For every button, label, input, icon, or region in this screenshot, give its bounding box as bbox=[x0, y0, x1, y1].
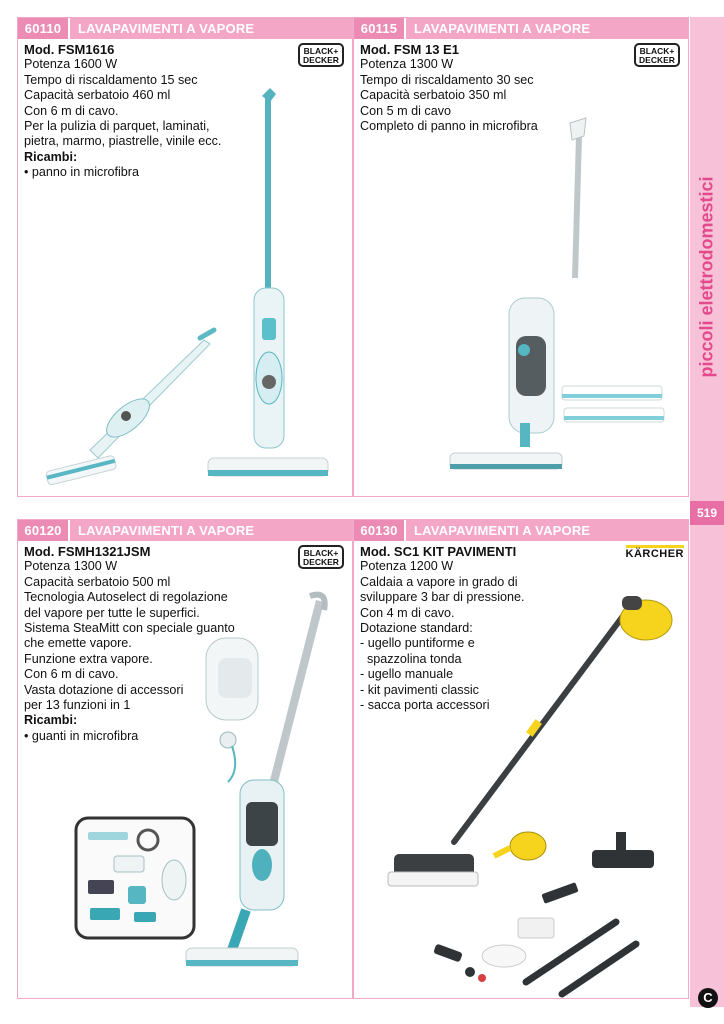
spec-line: spazzolina tonda bbox=[360, 651, 462, 666]
spec-line: Sistema SteaMitt con speciale guanto bbox=[24, 621, 235, 636]
product-description bbox=[354, 541, 600, 713]
black-decker-logo: BLACK+ DECKER bbox=[298, 43, 344, 67]
spec-line: pietra, marmo, piastrelle, vinile ecc. bbox=[24, 134, 222, 149]
product-description bbox=[18, 39, 264, 181]
spec-line: Completo di panno in microfibra bbox=[360, 119, 538, 134]
product-category: LAVAPAVIMENTI A VAPORE bbox=[78, 21, 255, 36]
product-category: LAVAPAVIMENTI A VAPORE bbox=[78, 523, 255, 538]
copyright-icon: C bbox=[698, 988, 718, 1008]
product-model: Mod. SC1 KIT PAVIMENTI bbox=[360, 544, 517, 559]
spec-line: Tecnologia Autoselect di regolazione bbox=[24, 590, 228, 605]
spec-line: Capacità serbatoio 500 ml bbox=[24, 574, 171, 589]
accessories-tray-illustration bbox=[76, 818, 194, 938]
spares-title: Ricambi: bbox=[24, 149, 78, 164]
product-code: 60130 bbox=[354, 520, 406, 541]
spec-line: Potenza 1300 W bbox=[24, 559, 118, 574]
spec-line: Funzione extra vapore. bbox=[24, 651, 153, 666]
spec-line: Con 6 m di cavo. bbox=[24, 103, 119, 118]
spec-line: Dotazione standard: bbox=[360, 621, 473, 636]
spec-line: Potenza 1600 W bbox=[24, 57, 118, 72]
spec-line: per 13 funzioni in 1 bbox=[24, 698, 131, 713]
product-code: 60110 bbox=[18, 18, 70, 39]
spec-line: Potenza 1200 W bbox=[360, 559, 454, 574]
product-model: Mod. FSMH1321JSM bbox=[24, 544, 151, 559]
spec-line: Con 6 m di cavo. bbox=[24, 667, 119, 682]
black-decker-logo: BLACK+ DECKER bbox=[298, 545, 344, 569]
spec-line: Tempo di riscaldamento 30 sec bbox=[360, 72, 534, 87]
spec-line: - kit pavimenti classic bbox=[360, 682, 479, 697]
spec-line: Capacità serbatoio 460 ml bbox=[24, 88, 171, 103]
spec-line: Vasta dotazione di accessori bbox=[24, 682, 184, 697]
spec-line: Caldaia a vapore in grado di bbox=[360, 574, 518, 589]
product-model: Mod. FSM 13 E1 bbox=[360, 42, 459, 57]
spec-line: del vapore per tutte le superfici. bbox=[24, 605, 200, 620]
spares-title: Ricambi: bbox=[24, 713, 78, 728]
page-number: 519 bbox=[690, 501, 724, 525]
product-description bbox=[354, 39, 600, 134]
spec-line: - ugello puntiforme e bbox=[360, 636, 475, 651]
product-category: LAVAPAVIMENTI A VAPORE bbox=[414, 21, 591, 36]
product-code: 60115 bbox=[354, 18, 406, 39]
section-title: piccoli elettrodomestici bbox=[696, 176, 717, 378]
product-card-60110 bbox=[17, 17, 353, 497]
product-card-60120 bbox=[17, 519, 353, 999]
spare-item: • panno in microfibra bbox=[24, 165, 140, 180]
spec-line: Capacità serbatoio 350 ml bbox=[360, 88, 507, 103]
product-card-60130 bbox=[353, 519, 689, 999]
spec-line: Tempo di riscaldamento 15 sec bbox=[24, 72, 198, 87]
microfiber-pads-illustration bbox=[562, 386, 664, 422]
black-decker-logo: BLACK+ DECKER bbox=[634, 43, 680, 67]
spec-line: Per la pulizia di parquet, laminati, bbox=[24, 119, 210, 134]
spec-line: Con 4 m di cavo. bbox=[360, 605, 455, 620]
spec-line: sviluppare 3 bar di pressione. bbox=[360, 590, 525, 605]
product-card-60115 bbox=[353, 17, 689, 497]
product-model: Mod. FSM1616 bbox=[24, 42, 115, 57]
spec-line: Con 5 m di cavo bbox=[360, 103, 451, 118]
spec-line: Potenza 1300 W bbox=[360, 57, 454, 72]
tilted-mop-illustration bbox=[45, 330, 214, 486]
spare-item: • guanti in microfibra bbox=[24, 728, 139, 743]
spec-line: - ugello manuale bbox=[360, 667, 454, 682]
spec-line: - sacca porta accessori bbox=[360, 698, 490, 713]
product-description bbox=[18, 541, 264, 744]
karcher-logo: KÄRCHER bbox=[626, 545, 685, 564]
spec-line: che emette vapore. bbox=[24, 636, 132, 651]
product-category: LAVAPAVIMENTI A VAPORE bbox=[414, 523, 591, 538]
product-code: 60120 bbox=[18, 520, 70, 541]
